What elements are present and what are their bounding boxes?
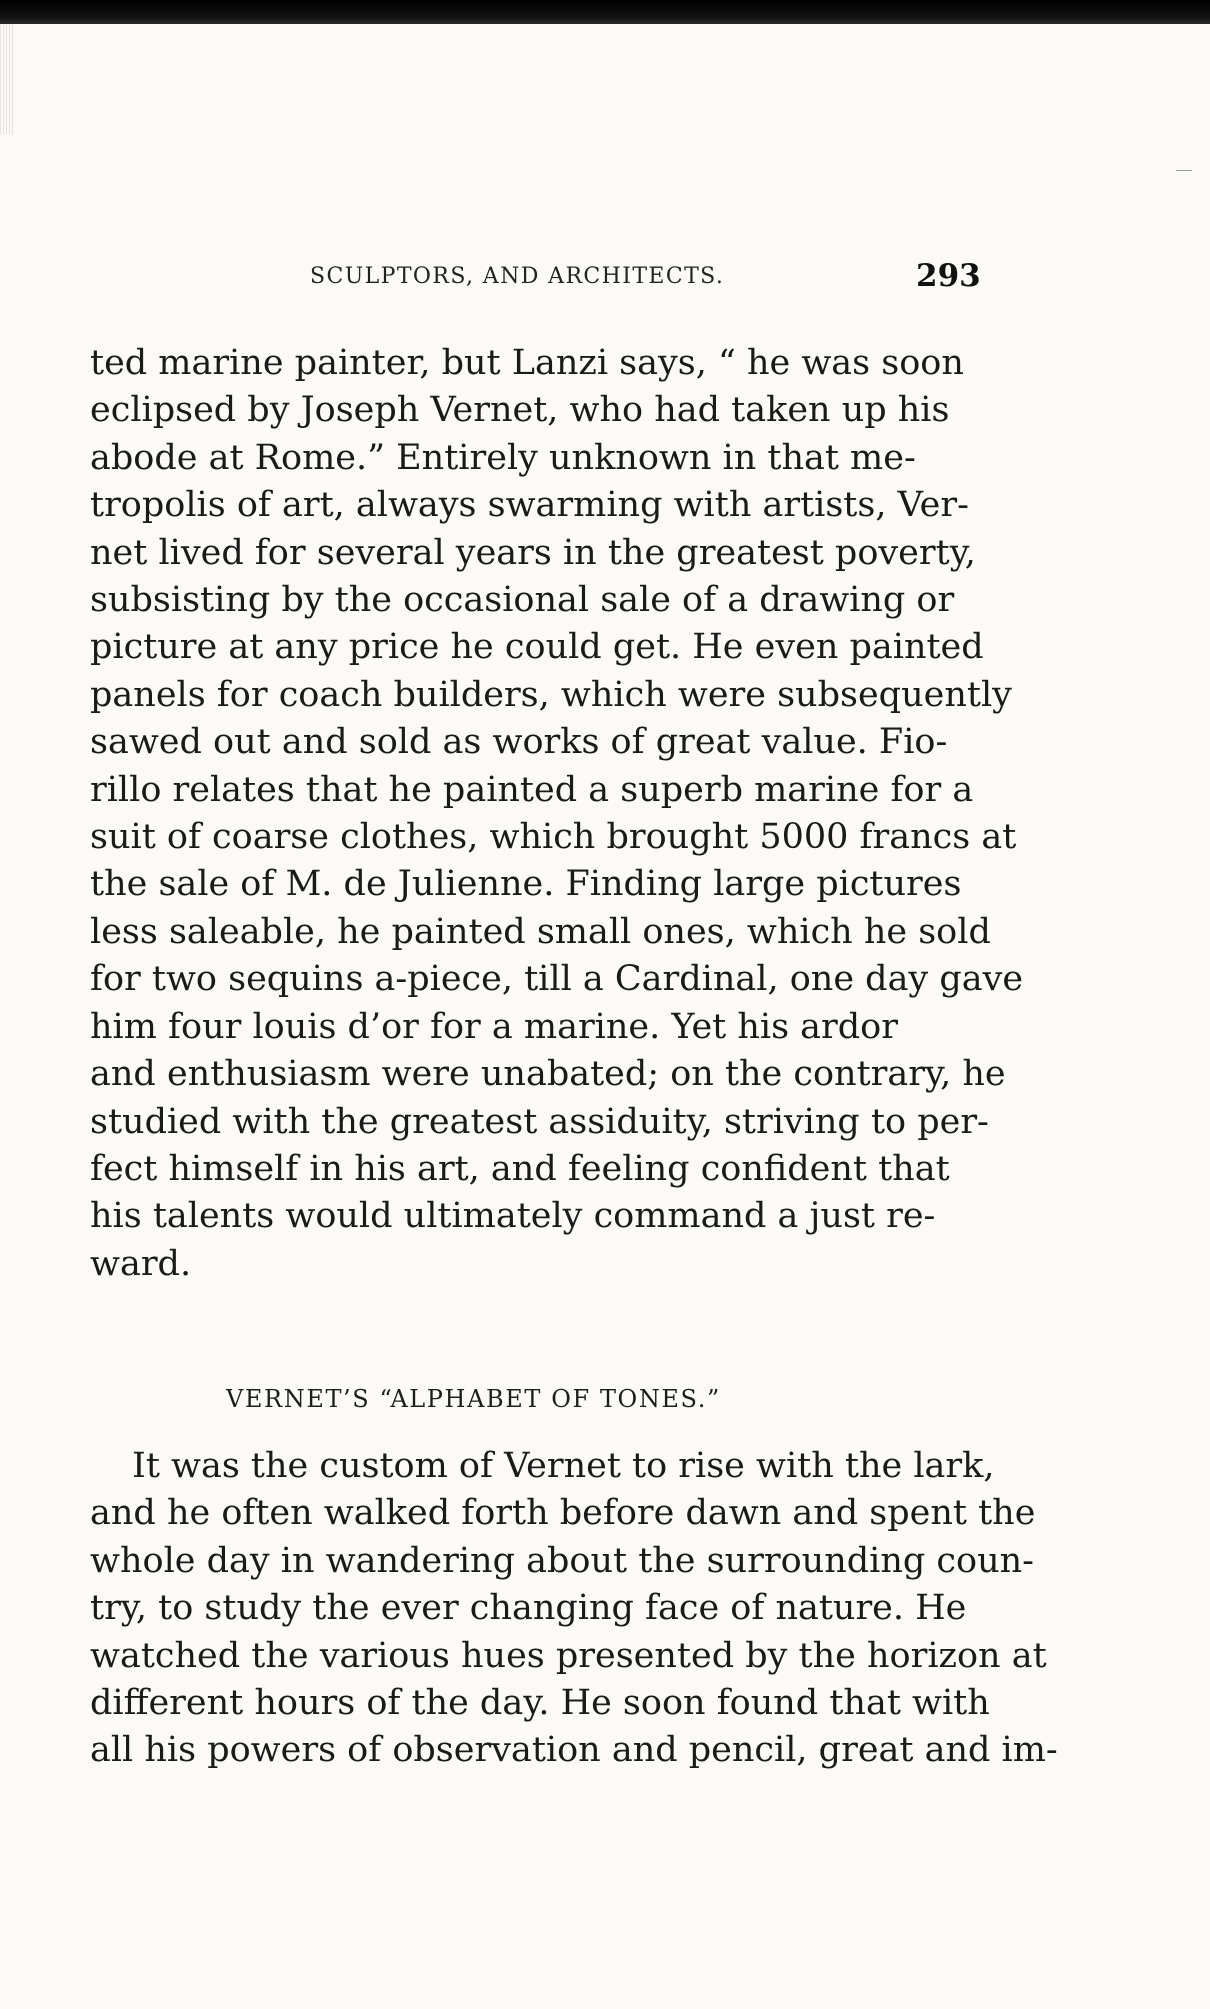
page-header [310,258,1100,298]
paragraph-body-1 [90,340,1130,1288]
text-line: try, to study the ever changing face of nature. He [90,1588,967,1629]
text-line: subsisting by the occasional sale of a drawing or [90,580,955,621]
text-line: whole day in wandering about the surrounding coun- [90,1540,1035,1581]
text-line: and enthusiasm were unabated; on the contrary, he [90,1054,1006,1095]
text-line: abode at Rome.” Entirely unknown in that me- [90,437,916,478]
text-line: panels for coach builders, which were subsequently [90,674,1012,715]
text-line: sawed out and sold as works of great value. Fio- [90,722,948,763]
text-line: It was the custom of Vernet to rise with the lark, [132,1446,995,1486]
text-line: less saleable, he painted small ones, which he sold [90,911,991,952]
text-line: suit of coarse clothes, which brought 5000 francs at [90,817,1017,858]
page-number: 293 [916,258,981,294]
text-line: eclipsed by Joseph Vernet, who had taken up his [90,390,950,431]
text-line: and he often walked forth before dawn and spent the [90,1493,1036,1534]
text-line: different hours of the day. He soon found that with [90,1683,990,1724]
page-edge-mark [1176,170,1192,171]
text-line: for two sequins a-piece, till a Cardinal, one day gave [90,959,1024,1000]
text-line: ted marine painter, but Lanzi says, “ he was soon [90,343,964,383]
text-line: tropolis of art, always swarming with artists, Ver- [90,485,969,526]
text-line: fect himself in his art, and feeling confident that [90,1148,950,1189]
text-line: the sale of M. de Julienne. Finding large pictures [90,864,962,905]
text-line: picture at any price he could get. He even painted [90,627,984,668]
scan-edge-noise [0,24,14,134]
text-line: ward. [90,1243,192,1284]
text-line: studied with the greatest assiduity, striving to per- [90,1101,989,1142]
text-line: all his powers of observation and pencil, great and im- [90,1730,1058,1771]
text-line: net lived for several years in the greatest poverty, [90,532,976,573]
paragraph-body-2 [90,1443,1130,1775]
section-heading: VERNET’S “ALPHABET OF TONES.” [226,1385,721,1413]
text-line: his talents would ultimately command a just re- [90,1196,936,1237]
text-line: him four louis d’or for a marine. Yet his ardor [90,1006,898,1047]
text-line: watched the various hues presented by the horizon at [90,1635,1047,1676]
scan-top-border [0,0,1210,24]
running-title: SCULPTORS, AND ARCHITECTS. [310,264,725,289]
text-line: rillo relates that he painted a superb marine for a [90,769,974,810]
